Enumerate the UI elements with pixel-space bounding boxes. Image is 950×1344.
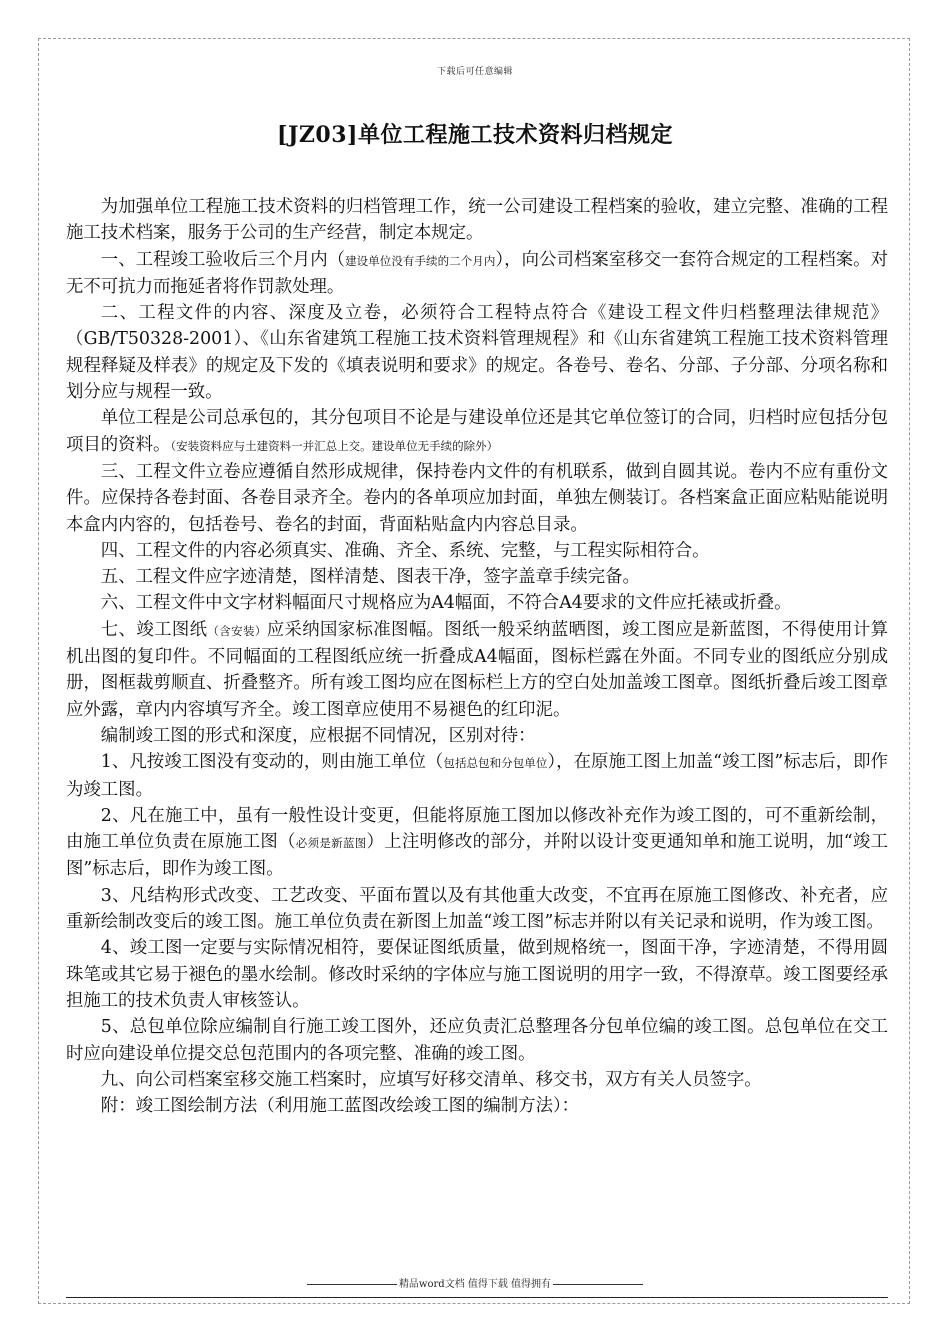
paragraph-text: 二、工程文件的内容、深度及立卷，必须符合工程特点符合《建设工程文件归档整理法律规范》（GB/T50328-2001）、《山东省建筑工程施工技术资料管理规程》和《山东省建筑工程施工技术资料管理规程释疑及样表》的规定及下发的《填表说明和要求》的规定。各卷号、卷名、分部、子分部、分项名称和划分应与规程一致。 <box>66 303 888 403</box>
header-note: 下载后可任意编辑 <box>436 67 513 77</box>
footer-note-text: 精品word文档 值得下载 值得拥有 <box>398 1279 552 1290</box>
paragraph <box>66 564 888 590</box>
paragraph-text: 六、工程文件中文字材料幅面尺寸规格应为A4幅面，不符合A4要求的文件应托裱或折叠。 <box>100 593 792 614</box>
paragraph <box>66 538 888 564</box>
document-body <box>66 194 888 1119</box>
paragraph-text: 单位工程是公司总承包的，其分包项目不论是与建设单位还是其它单位签订的合同，归档时应包括分包项目的资料。 <box>66 408 888 455</box>
paragraph-text: 三、工程文件立卷应遵循自然形成规律，保持卷内文件的有机联系，做到自圆其说。卷内不应有重份文件。应保持各卷封面、各卷目录齐全。卷内的各单项应加封面，单独左侧装订。各档案盒正面应粘贴能说明本盒内内容的，包括卷号、卷名的封面，背面粘贴盒内内容总目录。 <box>66 461 888 535</box>
paragraph-note: 必须是新蓝图 <box>295 836 367 851</box>
document-title: [JZ03]单位工程施工技术资料归档规定 <box>277 122 673 148</box>
paragraph-text: 1、凡按竣工图没有变动的，则由施工单位（ <box>100 752 444 773</box>
paragraph-note: （含安装） <box>207 623 267 638</box>
paragraph-text: 5、总包单位除应编制自行施工竣工图外，还应负责汇总整理各分包单位编的竣工图。总包单位在交工时应向建设单位提交总包范围内的各项完整、准确的竣工图。 <box>66 1017 888 1064</box>
paragraph-text: 应采纳国家标准图幅。图纸一般采纳蓝晒图，竣工图应是新蓝图，不得使用计算机出图的复印件。不同幅面的工程图纸应统一折叠成A4幅面，图标栏露在外面。不同专业的图纸应分别成册，图框裁剪顺直、折叠整齐。所有竣工图均应在图标栏上方的空白处加盖竣工图章。图纸折叠后竣工图章应外露，章内内容填写齐全。竣工图章应使用不易褪色的红印泥。 <box>66 619 888 720</box>
paragraph-text: 附：竣工图绘制方法（利用施工蓝图改绘竣工图的编制方法）： <box>100 1096 580 1117</box>
paragraph-text: ）上注明修改的部分，并附以设计变更通知单和施工说明，加“竣工图”标志后，即作为竣工图。 <box>66 832 888 880</box>
paragraph-text: 五、工程文件应字迹清楚，图样清楚、图表干净，签字盖章手续完备。 <box>100 567 640 588</box>
paragraph <box>66 1067 888 1093</box>
paragraph-text: 四、工程文件的内容必须真实、准确、齐全、系统、完整，与工程实际相符合。 <box>100 540 710 561</box>
paragraph-text: 七、竣工图纸 <box>100 619 208 640</box>
paragraph <box>66 300 888 405</box>
footer-dash-right <box>553 1284 643 1285</box>
paragraph-text: 3、凡结构形式改变、工艺改变、平面布置以及有其他重大改变，不宜再在原施工图修改、补充者，应重新绘制改变后的竣工图。施工单位负责在新图上加盖“竣工图”标志并附以有关记录和说明，作为竣工图。 <box>66 885 888 933</box>
paragraph <box>66 723 888 749</box>
paragraph <box>66 1014 888 1067</box>
paragraph-text: 4、竣工图一定要与实际情况相符，要保证图纸质量，做到规格统一，图面干净，字迹清楚，不得用圆珠笔或其它易于褪色的墨水绘制。修改时采纳的字体应与施工图说明的用字一致，不得潦草。竣工图要经承担施工的技术负责人审核签认。 <box>66 938 888 1011</box>
paragraph <box>66 247 888 301</box>
paragraph <box>66 405 888 459</box>
paragraph-text: 九、向公司档案室移交施工档案时，应填写好移交清单、移交书，双方有关人员签字。 <box>100 1069 762 1090</box>
paragraph <box>66 194 888 247</box>
paragraph-text: ），在原施工图上加盖“竣工图”标志后，即作为竣工图。 <box>66 752 888 800</box>
paragraph-note: 包括总包和分包单位 <box>443 756 548 771</box>
paragraph <box>66 617 888 723</box>
paragraph-note: 建设单位没有手续的二个月内 <box>345 253 496 268</box>
paragraph-text: 2、凡在施工中，虽有一般性设计变更，但能将原施工图加以修改补充作为竣工图的，可不重新绘制，由施工单位负责在原施工图（ <box>66 805 888 853</box>
paragraph-text: ），向公司档案室移交一套符合规定的工程档案。对无不可抗力而拖延者将作罚款处理。 <box>66 249 888 297</box>
paragraph <box>66 1093 888 1119</box>
paragraph <box>66 459 888 538</box>
paragraph <box>66 749 888 803</box>
footer-note <box>0 1275 950 1290</box>
paragraph <box>66 935 888 1014</box>
paragraph-text: 一、工程竣工验收后三个月内（ <box>100 249 346 270</box>
paragraph-note: （安装资料应与土建资料一并汇总上交。建设单位无手续的除外） <box>170 438 499 453</box>
footer-rule <box>66 1297 888 1298</box>
paragraph <box>66 590 888 616</box>
paragraph <box>66 803 888 883</box>
footer-dash-left <box>307 1284 397 1285</box>
paragraph-text: 为加强单位工程施工技术资料的归档管理工作，统一公司建设工程档案的验收，建立完整、准确的工程施工技术档案，服务于公司的生产经营，制定本规定。 <box>66 197 888 244</box>
paragraph <box>66 883 888 936</box>
paragraph-text: 编制竣工图的形式和深度，应根据不同情况，区别对待： <box>100 725 536 746</box>
